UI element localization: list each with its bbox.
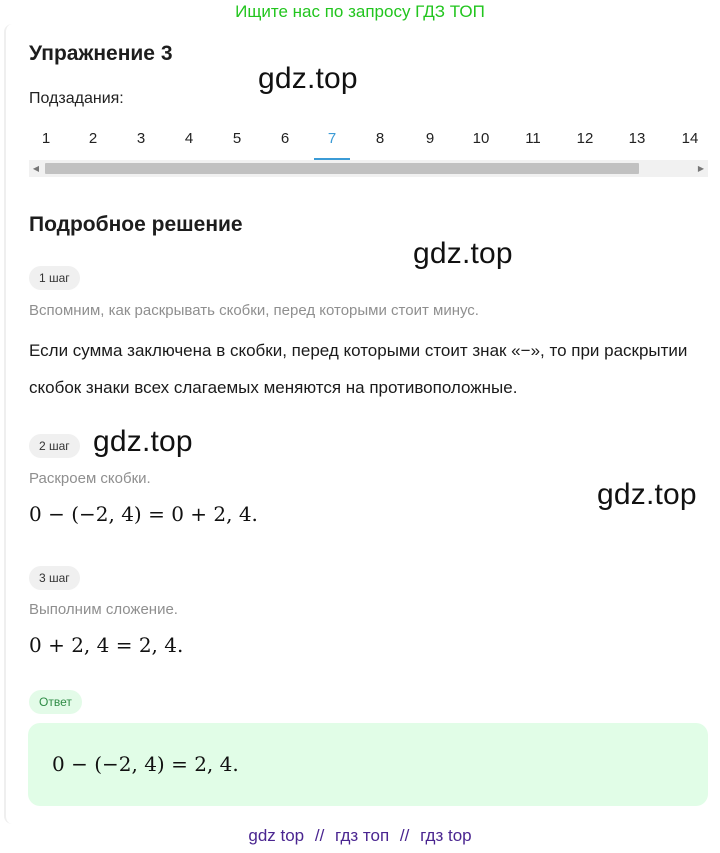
top-banner[interactable]: Ищите нас по запросу ГДЗ ТОП [235, 2, 485, 21]
subtasks-label: Подзадания: [29, 90, 124, 107]
tab-14[interactable]: 14 [681, 130, 699, 147]
answer-badge: Ответ [29, 690, 82, 714]
footer-link[interactable]: gdz top [248, 826, 305, 845]
tabs-scrollbar[interactable] [29, 160, 708, 177]
scroll-left-icon[interactable]: ◀ [32, 164, 40, 173]
watermark: gdz.top [258, 62, 358, 95]
answer-box [28, 723, 708, 806]
tab-1[interactable]: 1 [41, 130, 51, 147]
exercise-title: Упражнение 3 [29, 42, 173, 65]
scroll-thumb[interactable] [45, 163, 639, 174]
step-formula: 0 − (−2, 4) = 0 + 2, 4. [29, 502, 258, 526]
tab-4[interactable]: 4 [184, 130, 194, 147]
step-badge: 1 шаг [29, 266, 80, 290]
step-badge: 3 шаг [29, 566, 80, 590]
step-formula: 0 + 2, 4 = 2, 4. [29, 633, 184, 657]
footer-link[interactable]: гдз top [420, 826, 472, 845]
step-hint: Раскроем скобки. [29, 470, 151, 487]
tab-7[interactable]: 7 [314, 126, 350, 160]
watermark: gdz.top [597, 478, 697, 511]
tab-2[interactable]: 2 [88, 130, 98, 147]
subtask-tabs [28, 126, 708, 160]
tab-5[interactable]: 5 [232, 130, 242, 147]
tab-12[interactable]: 12 [576, 130, 594, 147]
answer-formula: 0 − (−2, 4) = 2, 4. [52, 752, 239, 776]
footer-separator: // [399, 826, 410, 845]
tab-10[interactable]: 10 [472, 130, 490, 147]
step-badge: 2 шаг [29, 434, 80, 458]
tab-6[interactable]: 6 [280, 130, 290, 147]
watermark: gdz.top [93, 425, 193, 458]
watermark: gdz.top [413, 237, 513, 270]
tab-8[interactable]: 8 [375, 130, 385, 147]
tab-11[interactable]: 11 [525, 130, 541, 147]
tab-9[interactable]: 9 [425, 130, 435, 147]
tab-3[interactable]: 3 [136, 130, 146, 147]
step-text: Если сумма заключена в скобки, перед которыми стоит знак «−», то при раскрытии скобок знаки всех слагаемых меняются на противоположные. [29, 341, 688, 397]
scroll-right-icon[interactable]: ▶ [697, 164, 705, 173]
tab-13[interactable]: 13 [628, 130, 646, 147]
footer-link[interactable]: гдз топ [335, 826, 390, 845]
footer-links [0, 826, 720, 846]
step-hint: Вспомним, как раскрывать скобки, перед которыми стоит минус. [29, 302, 479, 319]
solution-title: Подробное решение [29, 213, 243, 236]
step-hint: Выполним сложение. [29, 601, 178, 618]
footer-separator: // [314, 826, 325, 845]
